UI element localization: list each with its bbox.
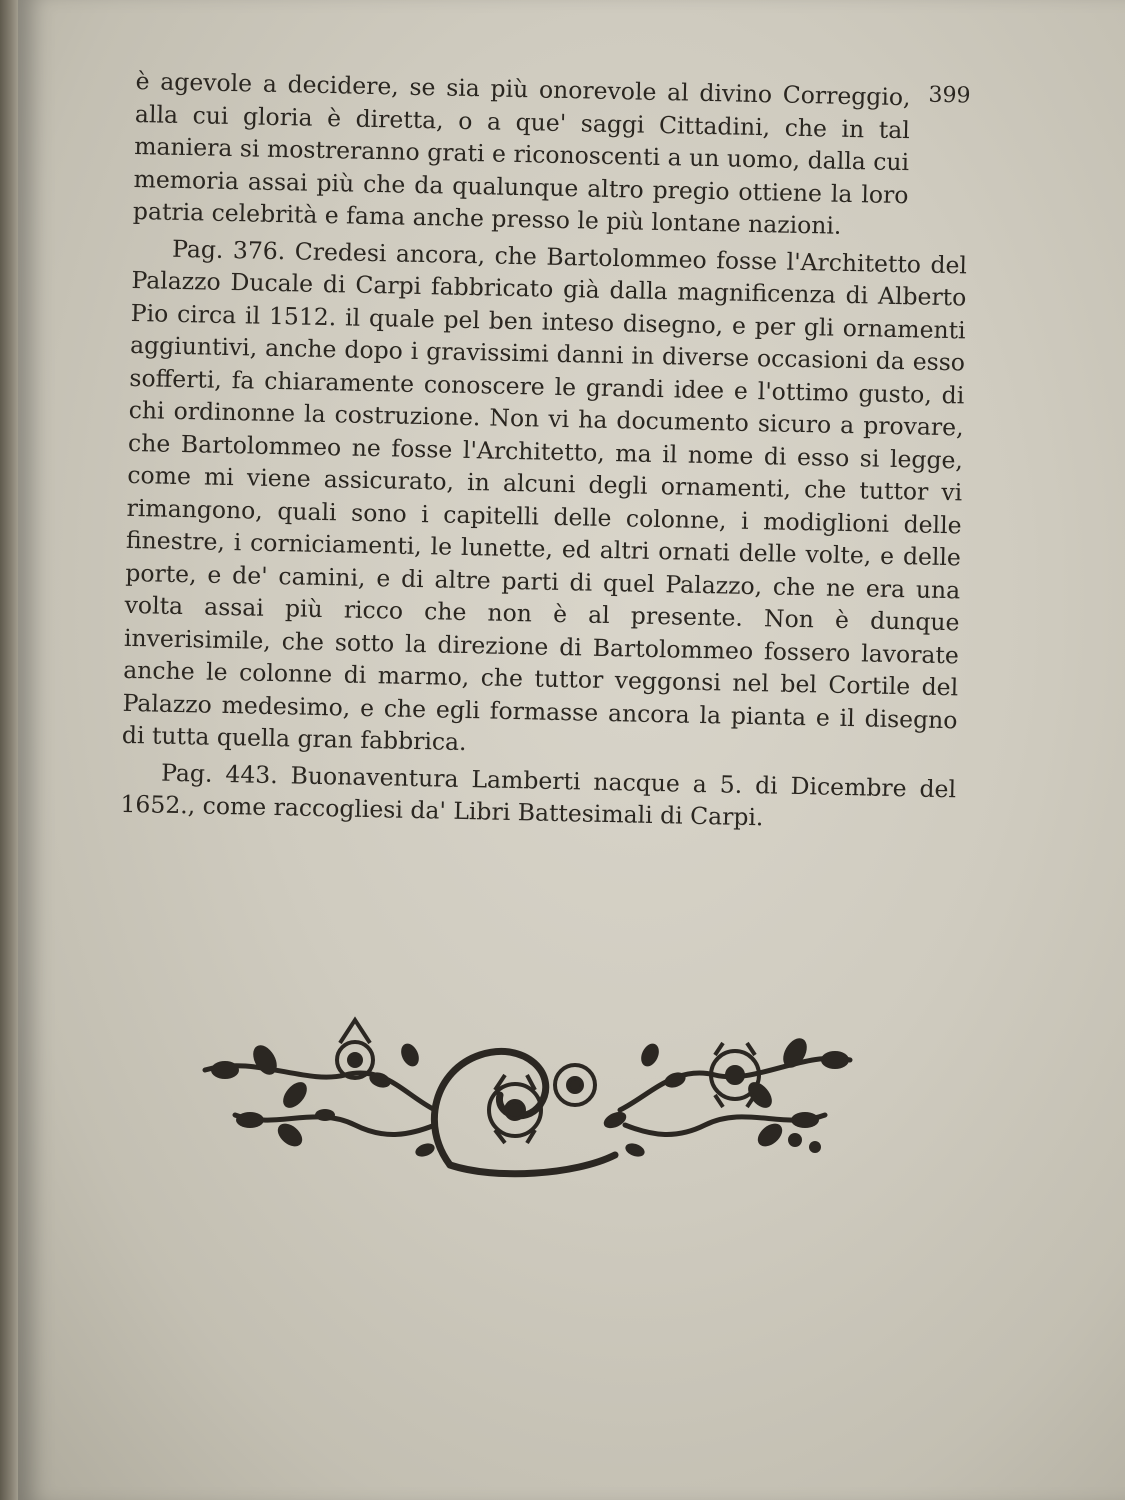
paragraph-continuation: è agevole a decidere, se sia più onorevole al divino Correggio, alla cui gloria è diretta, o a que' saggi Cittadini, che in tal maniera si mostreranno grati e riconoscenti a un uomo, dalla cui memoria assai più che da qualunque altro pregio ottiene la loro patria celebrità e fama anche presso le più lontane nazioni. xyxy=(132,66,911,240)
page xyxy=(18,0,1125,1500)
paragraph-pag-443: Pag. 443. Buonaventura Lamberti nacque a 5. di Dicembre del 1652., come raccogliesi da' Libri Battesimali di Carpi. xyxy=(120,758,957,832)
text-block xyxy=(120,65,971,838)
page-number: 399 xyxy=(928,82,971,109)
floral-tailpiece-ornament-icon xyxy=(195,1015,860,1190)
paragraph-pag-376: Pag. 376. Credesi ancora, che Bartolommeo fosse l'Architetto del Palazzo Ducale di Carpi fabbricato già dalla magnificenza di Alberto Pio circa il 1512. il quale pel ben inteso disegno, e per gli ornamenti aggiuntivi, anche dopo i gravissimi danni in diverse occasioni da esso sofferti, fa chiaramente conoscere le grandi idee e l'ottimo gusto, di chi ordinonne la costruzione. Non vi ha documento sicuro a provare, che Bartolommeo ne fosse l'Architetto, ma il nome di esso si legge, come mi viene assicurato, in alcuni degli ornamenti, che tuttor vi rimangono, quali sono i capitelli delle colonne, i modiglioni delle finestre, i corniciamenti, le lunette, ed altri ornati delle volte, e delle porte, e de' camini, e di altre parti di quel Palazzo, che ne era una volta assai più ricco che non è al presente. Non è dunque inverisimile, che sotto la direzione di Bartolommeo fossero lavorate anche le colonne di marmo, che tuttor veggonsi nel bel Cortile del Palazzo medesimo, e che egli formasse ancora la pianta e il disegno di tutta quella gran fabbrica. xyxy=(121,234,968,757)
